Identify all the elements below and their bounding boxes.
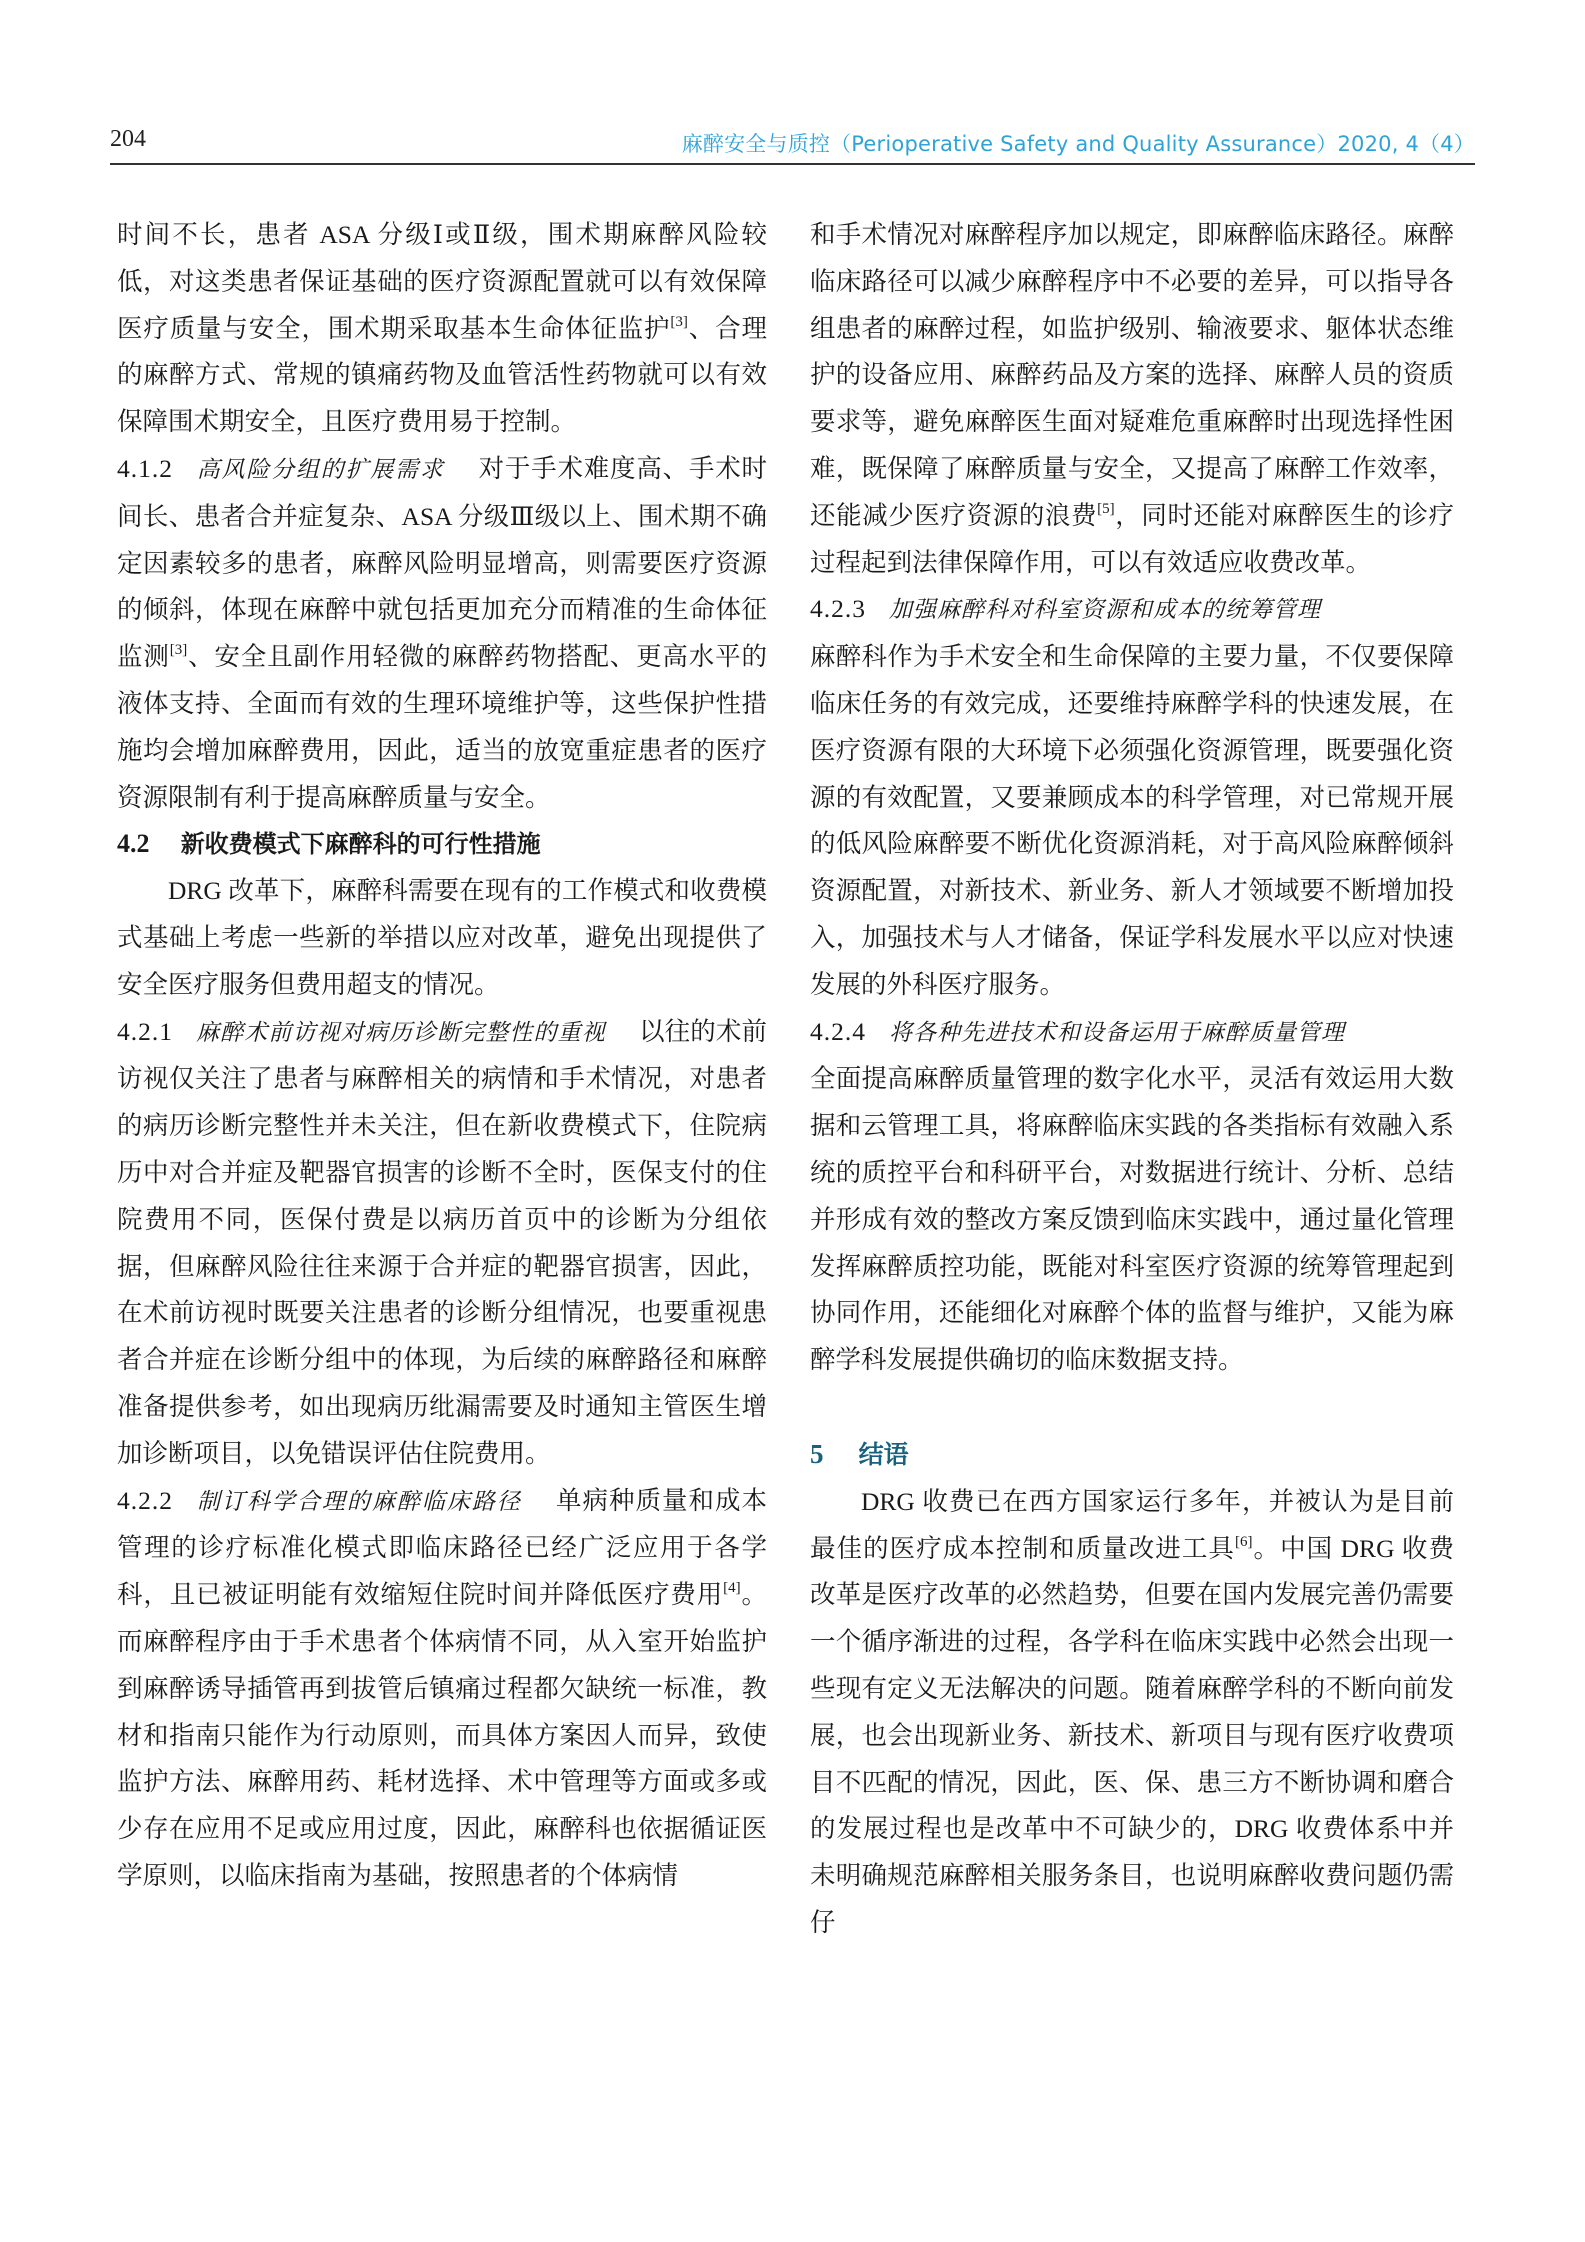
paragraph: DRG 收费已在西方国家运行多年，并被认为是目前最佳的医疗成本控制和质量改进工具[6]。中国 DRG 收费改革是医疗改革的必然趋势，但要在国内发展完善仍需要一个循序渐进的过程，各学科在临床实践中必然会出现一些现有定义无法解决的问题。随着麻醉学科的不断向前发展，也会出现新业务、新技术、新项目与现有医疗收费项目不匹配的情况，因此，医、保、患三方不断协调和磨合的发展过程也是改革中不可缺少的，DRG 收费体系中并未明确规范麻醉相关服务条目，也说明麻醉收费问题仍需仔 (810, 1486, 1454, 1937)
subsection-number: 4.2.4 (810, 1016, 866, 1046)
left-column (117, 212, 767, 1900)
running-header (110, 122, 1475, 158)
subsection-4-2-3-heading (810, 586, 1454, 634)
paragraph: DRG 改革下，麻醉科需要在现有的工作模式和收费模式基础上考虑一些新的举措以应对改革，避免出现提供了安全医疗服务但费用超支的情况。 (117, 876, 767, 999)
paragraph: 和手术情况对麻醉程序加以规定，即麻醉临床路径。麻醉临床路径可以减少麻醉程序中不必要的差异，可以指导各组患者的麻醉过程，如监护级别、输液要求、躯体状态维护的设备应用、麻醉药品及方案的选择、麻醉人员的资质要求等，避免麻醉医生面对疑难危重麻醉时出现选择性困难，既保障了麻醉质量与安全，又提高了麻醉工作效率，还能减少医疗资源的浪费[5]，同时还能对麻醉医生的诊疗过程起到法律保障作用，可以有效适应收费改革。 (810, 220, 1454, 577)
right-column (810, 212, 1454, 1947)
citation[interactable]: [6] (1234, 1533, 1253, 1550)
subsection-4-2-4-heading (810, 1009, 1454, 1057)
paragraph: 麻醉科作为手术安全和生命保障的主要力量，不仅要保障临床任务的有效完成，还要维持麻醉学科的快速发展，在医疗资源有限的大环境下必须强化资源管理，既要强化资源的有效配置，又要兼顾成本的科学管理，对已常规开展的低风险麻醉要不断优化资源消耗，对于高风险麻醉倾斜资源配置，对新技术、新业务、新人才领域要不断增加投入，加强技术与人才储备，保证学科发展水平以应对快速发展的外科医疗服务。 (810, 642, 1454, 999)
header-rule (110, 163, 1475, 165)
citation[interactable]: [3] (169, 642, 188, 659)
journal-title: 麻醉安全与质控（Perioperative Safety and Quality Assurance）2020, 4（4） (681, 132, 1475, 156)
section-title: 结语 (858, 1439, 909, 1469)
section-heading-4-2 (117, 821, 767, 868)
subsection-number: 4.2.1 (117, 1016, 173, 1046)
subsection-number: 4.1.2 (117, 453, 173, 483)
citation[interactable]: [4] (723, 1580, 741, 1597)
paragraph: 时间不长，患者 ASA 分级Ⅰ或Ⅱ级，围术期麻醉风险较低，对这类患者保证基础的医疗资源配置就可以有效保障医疗质量与安全，围术期采取基本生命体征监护[3]、合理的麻醉方式、常规的镇痛药物及血管活性药物就可以有效保障围术期安全，且医疗费用易于控制。 (117, 220, 767, 437)
section-number: 4.2 (117, 829, 150, 859)
subsection-title: 加强麻醉科对科室资源和成本的统筹管理 (888, 597, 1321, 624)
citation[interactable]: [3] (670, 313, 688, 330)
subsection-title: 将各种先进技术和设备运用于麻醉质量管理 (888, 1019, 1345, 1046)
paragraph: 全面提高麻醉质量管理的数字化水平，灵活有效运用大数据和云管理工具，将麻醉临床实践的各类指标有效融入系统的质控平台和科研平台，对数据进行统计、分析、总结并形成有效的整改方案反馈到临床实践中，通过量化管理发挥麻醉质控功能，既能对科室医疗资源的统筹管理起到协同作用，还能细化对麻醉个体的监督与维护，又能为麻醉学科发展提供确切的临床数据支持。 (810, 1064, 1454, 1375)
section-number: 5 (810, 1438, 824, 1469)
subsection-4-1-2: 4.1.2 高风险分组的扩展需求 对于手术难度高、手术时间长、患者合并症复杂、ASA 分级Ⅲ级以上、围术期不确定因素较多的患者，麻醉风险明显增高，则需要医疗资源的倾斜，体现在麻醉中就包括更加充分而精准的生命体征监测[3]、安全且副作用轻微的麻醉药物搭配、更高水平的液体支持、全面而有效的生理环境维护等，这些保护性措施均会增加麻醉费用，因此，适当的放宽重症患者的医疗资源限制有利于提高麻醉质量与安全。 (117, 453, 767, 812)
subsection-4-2-2: 4.2.2 制订科学合理的麻醉临床路径 单病种质量和成本管理的诊疗标准化模式即临床路径已经广泛应用于各学科，且已被证明能有效缩短住院时间并降低医疗费用[4]。而麻醉程序由于手术患者个体病情不同，从入室开始监护到麻醉诱导插管再到拔管后镇痛过程都欠缺统一标准，教材和指南只能作为行动原则，而具体方案因人而异，致使监护方法、麻醉用药、耗材选择、术中管理等方面或多或少存在应用不足或应用过度，因此，麻醉科也依据循证医学原则，以临床指南为基础，按照患者的个体病情 (117, 1485, 767, 1890)
section-title: 新收费模式下麻醉科的可行性措施 (180, 830, 541, 859)
subsection-title: 麻醉术前访视对病历诊断完整性的重视 (195, 1019, 606, 1046)
subsection-number: 4.2.2 (117, 1485, 173, 1515)
subsection-title: 高风险分组的扩展需求 (195, 456, 445, 483)
citation[interactable]: [5] (1097, 500, 1115, 517)
page-number: 204 (110, 126, 146, 152)
subsection-4-2-1: 4.2.1 麻醉术前访视对病历诊断完整性的重视 以往的术前访视仅关注了患者与麻醉相关的病情和手术情况，对患者的病历诊断完整性并未关注，但在新收费模式下，住院病历中对合并症及靶器官损害的诊断不全时，医保支付的住院费用不同，医保付费是以病历首页中的诊断为分组依据，但麻醉风险往往来源于合并症的靶器官损害，因此，在术前访视时既要关注患者的诊断分组情况，也要重视患者合并症在诊断分组中的体现，为后续的麻醉路径和麻醉准备提供参考，如出现病历纰漏需要及时通知主管医生增加诊断项目，以免错误评估住院费用。 (117, 1016, 767, 1468)
subsection-number: 4.2.3 (810, 594, 866, 624)
subsection-title: 制订科学合理的麻醉临床路径 (195, 1488, 522, 1515)
section-heading-5 (810, 1431, 1454, 1479)
